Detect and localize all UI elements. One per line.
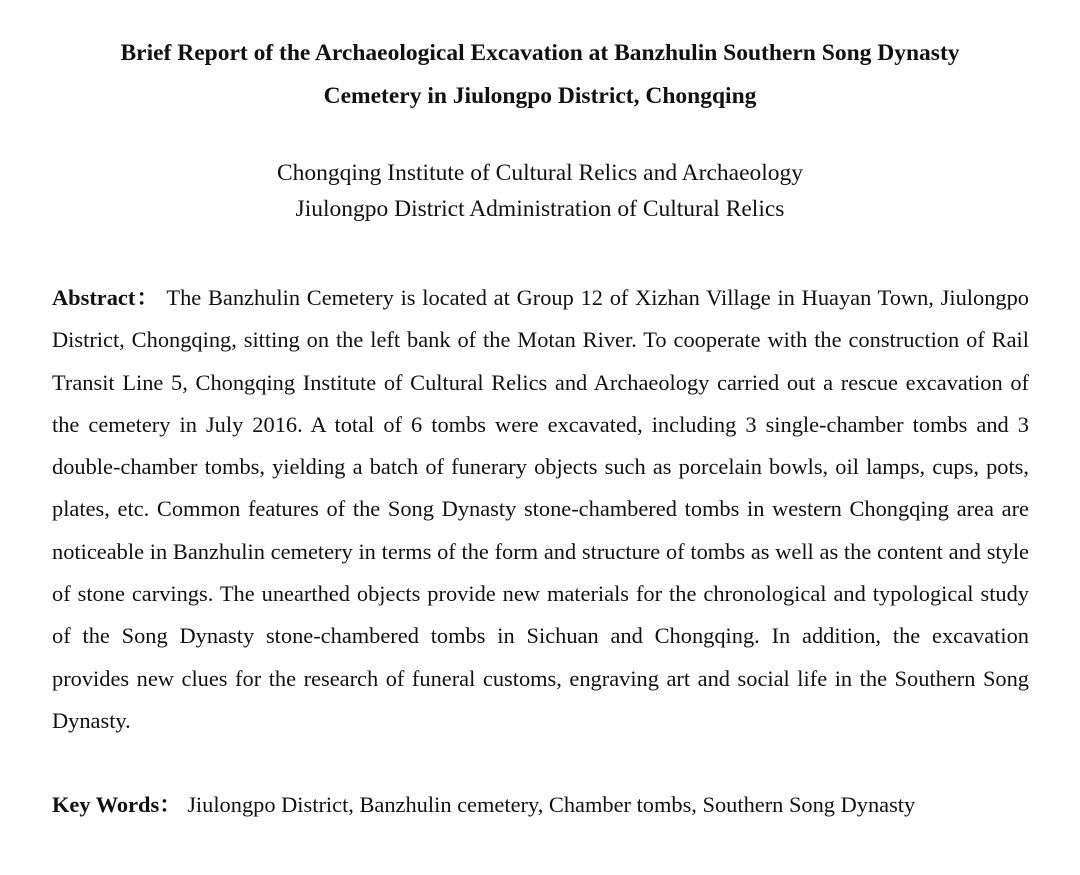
keywords-line — [52, 784, 1029, 826]
abstract-paragraph — [52, 277, 1029, 742]
author-affiliation-1: Chongqing Institute of Cultural Relics and Archaeology — [276, 160, 804, 186]
abstract-text: The Banzhulin Cemetery is located at Group 12 of Xizhan Village in Huayan Town, Jiulongpo District, Chongqing, sitting on the left bank of the Motan River. To cooperate with the construction of Rail Transit Line 5, Chongqing Institute of Cultural Relics and Archaeology carried out a rescue excavation of the cemetery in July 2016. A total of 6 tombs were excavated, including 3 single-chamber tombs and 3 double-chamber tombs, yielding a batch of funerary objects such as porcelain bowls, oil lamps, cups, pots, plates, etc. Common features of the Song Dynasty stone-chambered tombs in western Chongqing area are noticeable in Banzhulin cemetery in terms of the form and structure of tombs as well as the content and style of stone carvings. The unearthed objects provide new materials for the chronological and typological study of the Song Dynasty stone-chambered tombs in Sichuan and Chongqing. In addition, the excavation provides new clues for the research of funeral customs, engraving art and social life in the Southern Song Dynasty. — [52, 285, 1029, 733]
abstract-label: Abstract： — [52, 285, 161, 310]
paper-title — [60, 32, 1020, 118]
keywords-text: Jiulongpo District, Banzhulin cemetery, Chamber tombs, Southern Song Dynasty — [187, 792, 916, 817]
author-affiliations — [60, 155, 1020, 227]
paper-title-line-1: Brief Report of the Archaeological Excavation at Banzhulin Southern Song Dynasty — [120, 40, 960, 66]
paper-title-line-2: Cemetery in Jiulongpo District, Chongqing — [323, 83, 757, 109]
author-affiliation-2: Jiulongpo District Administration of Cultural Relics — [295, 196, 785, 222]
keywords-label: Key Words： — [52, 792, 182, 817]
